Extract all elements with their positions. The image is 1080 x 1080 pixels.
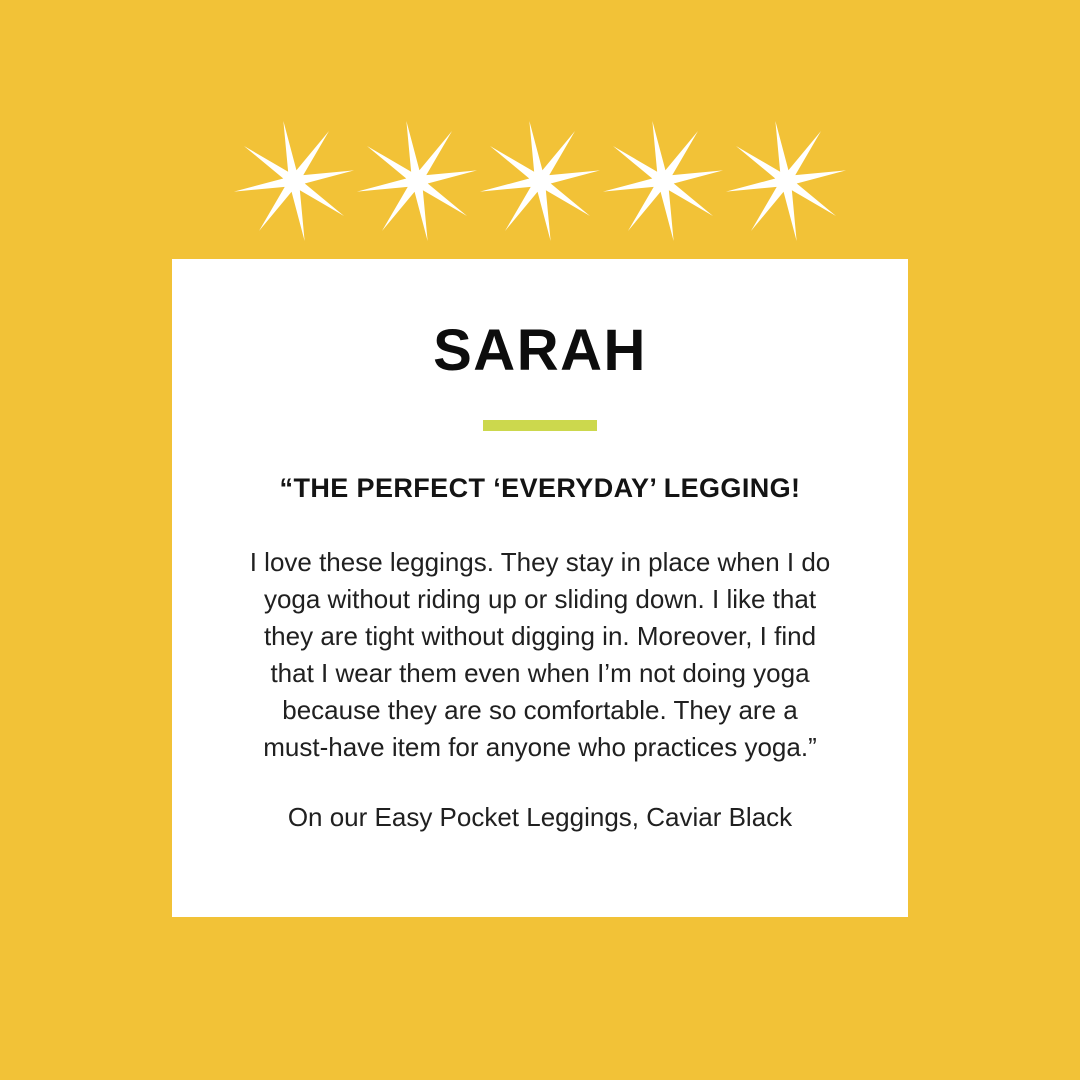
accent-divider [483,420,597,431]
star-icon [602,112,724,250]
star-icon [356,112,478,250]
star-icon [233,112,355,250]
star-rating [0,112,1080,250]
product-attribution: On our Easy Pocket Leggings, Caviar Black [287,802,793,832]
review-quote: I love these leggings. They stay in place when I do yoga without riding up or sliding down. I like that they are tight without digging in. Moreover, I find that I wear them even when I’m not doing yoga because they are so comfortable. They are a must-have item for anyone who practices yoga.” [249,547,831,762]
star-icon [479,112,601,250]
reviewer-name: SARAH [433,318,647,383]
star-icon [725,112,847,250]
review-headline: “THE PERFECT ‘EVERYDAY’ LEGGING! [279,473,801,503]
testimonial-card [172,259,908,917]
